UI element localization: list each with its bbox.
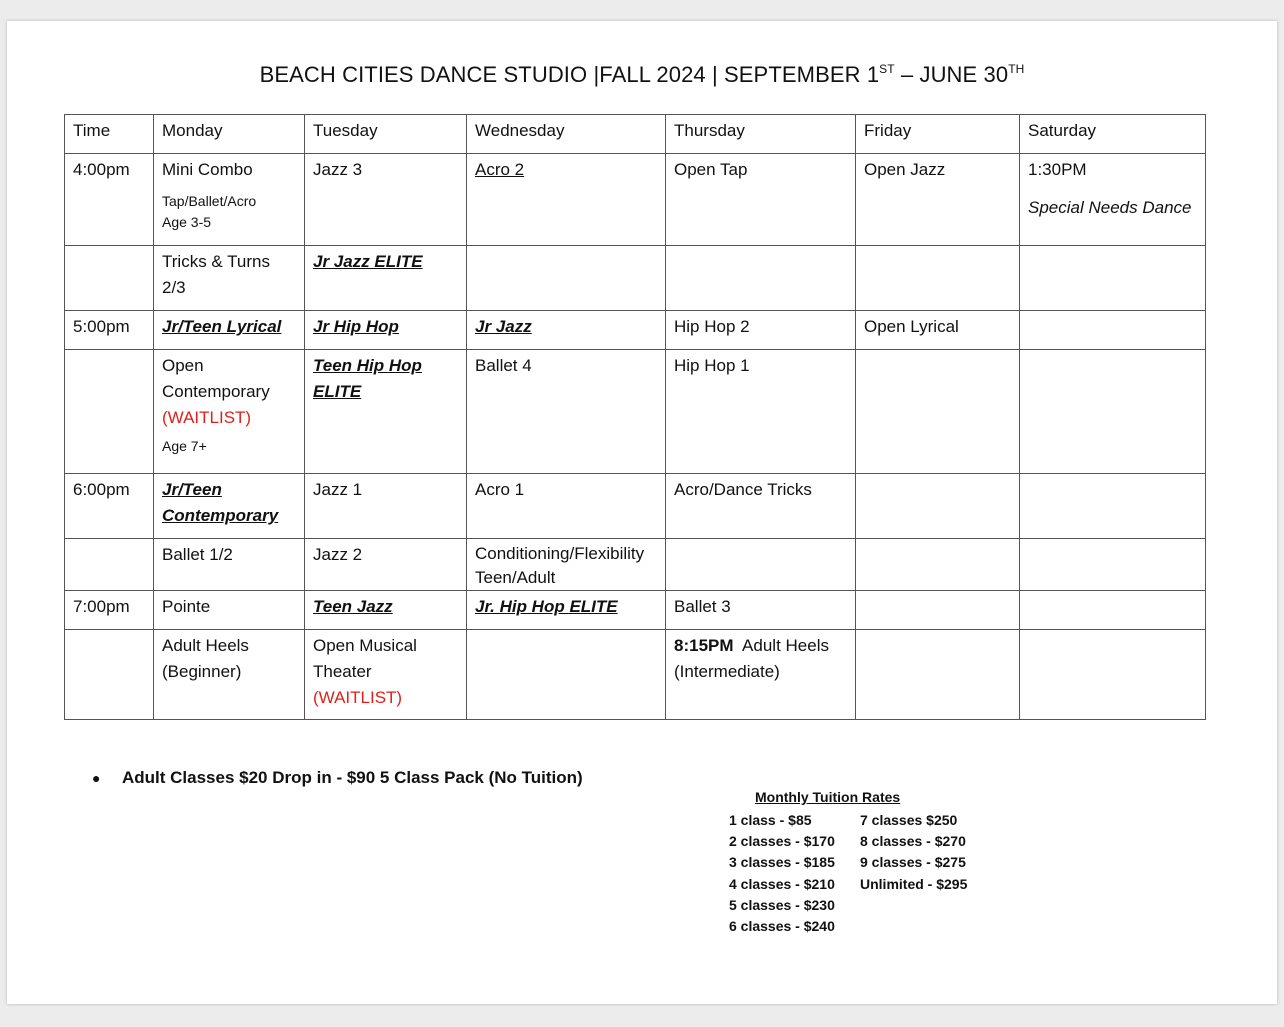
- class-cell: Conditioning/Flexibility Teen/Adult: [467, 539, 666, 591]
- schedule-table: [64, 114, 1206, 720]
- time-cell: 4:00pm: [65, 154, 154, 246]
- table-row: [65, 630, 1206, 720]
- class-cell: Adult Heels (Beginner): [154, 630, 305, 720]
- header-row: [65, 115, 1206, 154]
- time-cell: [65, 246, 154, 311]
- header-cell: Wednesday: [467, 115, 666, 154]
- class-cell: Open Tap: [666, 154, 856, 246]
- header-cell: Saturday: [1020, 115, 1206, 154]
- class-cell: [467, 246, 666, 311]
- class-cell: [856, 350, 1020, 474]
- class-cell: [666, 246, 856, 311]
- class-cell: Hip Hop 1: [666, 350, 856, 474]
- class-cell: Jazz 1: [305, 474, 467, 539]
- rate-item: 5 classes - $230: [729, 896, 835, 913]
- class-cell: Hip Hop 2: [666, 311, 856, 350]
- rate-item: 1 class - $85: [729, 812, 812, 828]
- rates-column-1: [729, 810, 835, 937]
- class-cell: Mini Combo Tap/Ballet/Acro Age 3-5: [154, 154, 305, 246]
- rate-item: 2 classes - $170: [729, 833, 835, 850]
- rate-item: 9 classes - $275: [860, 854, 966, 871]
- table-row: [65, 350, 1206, 474]
- table-row: [65, 539, 1206, 591]
- class-cell: Jr Jazz ELITE: [305, 246, 467, 311]
- time-cell: [65, 350, 154, 474]
- class-cell: Jr Jazz: [467, 311, 666, 350]
- class-cell: Acro 2: [467, 154, 666, 246]
- class-cell: 1:30PM Special Needs Dance: [1020, 154, 1206, 246]
- class-cell: Open Musical Theater (WAITLIST): [305, 630, 467, 720]
- page-title: BEACH CITIES DANCE STUDIO |FALL 2024 | SEPTEMBER 1ST – JUNE 30TH: [259, 62, 1025, 87]
- class-cell: [856, 246, 1020, 311]
- class-cell: Acro/Dance Tricks: [666, 474, 856, 539]
- time-cell: 7:00pm: [65, 591, 154, 630]
- rates-column-2: [860, 810, 967, 895]
- class-cell: Jazz 2: [305, 539, 467, 591]
- class-cell: [1020, 630, 1206, 720]
- rate-item: 4 classes - $210: [729, 875, 835, 892]
- class-cell: Jr/Teen Lyrical: [154, 311, 305, 350]
- time-cell: 6:00pm: [65, 474, 154, 539]
- class-cell: [856, 474, 1020, 539]
- class-cell: [1020, 311, 1206, 350]
- adult-classes-note: ● Adult Classes $20 Drop in - $90 5 Class Pack (No Tuition): [92, 768, 583, 787]
- class-cell: Teen Jazz: [305, 591, 467, 630]
- time-cell: [65, 630, 154, 720]
- time-cell: 5:00pm: [65, 311, 154, 350]
- class-cell: Ballet 4: [467, 350, 666, 474]
- rate-item: 7 classes $250: [860, 812, 958, 828]
- class-cell: [1020, 246, 1206, 311]
- class-cell: [856, 630, 1020, 720]
- class-cell: Jazz 3: [305, 154, 467, 246]
- class-cell: 8:15PM Adult Heels (Intermediate): [666, 630, 856, 720]
- table-row: [65, 591, 1206, 630]
- class-cell: [1020, 591, 1206, 630]
- rate-item: 6 classes - $240: [729, 918, 835, 935]
- class-cell: Open Contemporary (WAITLIST) Age 7+: [154, 350, 305, 474]
- header-cell: Monday: [154, 115, 305, 154]
- class-cell: Teen Hip Hop ELITE: [305, 350, 467, 474]
- class-cell: Jr Hip Hop: [305, 311, 467, 350]
- class-cell: Open Jazz: [856, 154, 1020, 246]
- class-cell: Acro 1: [467, 474, 666, 539]
- class-cell: [666, 539, 856, 591]
- header-cell: Tuesday: [305, 115, 467, 154]
- table-row: [65, 311, 1206, 350]
- class-cell: [856, 539, 1020, 591]
- class-cell: [467, 630, 666, 720]
- header-cell: Friday: [856, 115, 1020, 154]
- table-row: [65, 154, 1206, 246]
- time-cell: [65, 539, 154, 591]
- class-cell: Jr/Teen Contemporary: [154, 474, 305, 539]
- class-cell: [1020, 539, 1206, 591]
- class-cell: Open Lyrical: [856, 311, 1020, 350]
- class-cell: Pointe: [154, 591, 305, 630]
- rate-item: Unlimited - $295: [860, 875, 968, 892]
- table-row: [65, 474, 1206, 539]
- class-cell: Jr. Hip Hop ELITE: [467, 591, 666, 630]
- class-cell: Ballet 3: [666, 591, 856, 630]
- class-cell: [1020, 350, 1206, 474]
- tuition-heading: Monthly Tuition Rates: [755, 789, 901, 805]
- rate-item: 8 classes - $270: [860, 833, 966, 850]
- class-cell: [856, 591, 1020, 630]
- rate-item: 3 classes - $185: [729, 854, 835, 871]
- table-row: [65, 246, 1206, 311]
- class-cell: [1020, 474, 1206, 539]
- bullet-icon: ●: [92, 770, 101, 786]
- class-cell: Ballet 1/2: [154, 539, 305, 591]
- class-cell: Tricks & Turns 2/3: [154, 246, 305, 311]
- header-cell: Time: [65, 115, 154, 154]
- header-cell: Thursday: [666, 115, 856, 154]
